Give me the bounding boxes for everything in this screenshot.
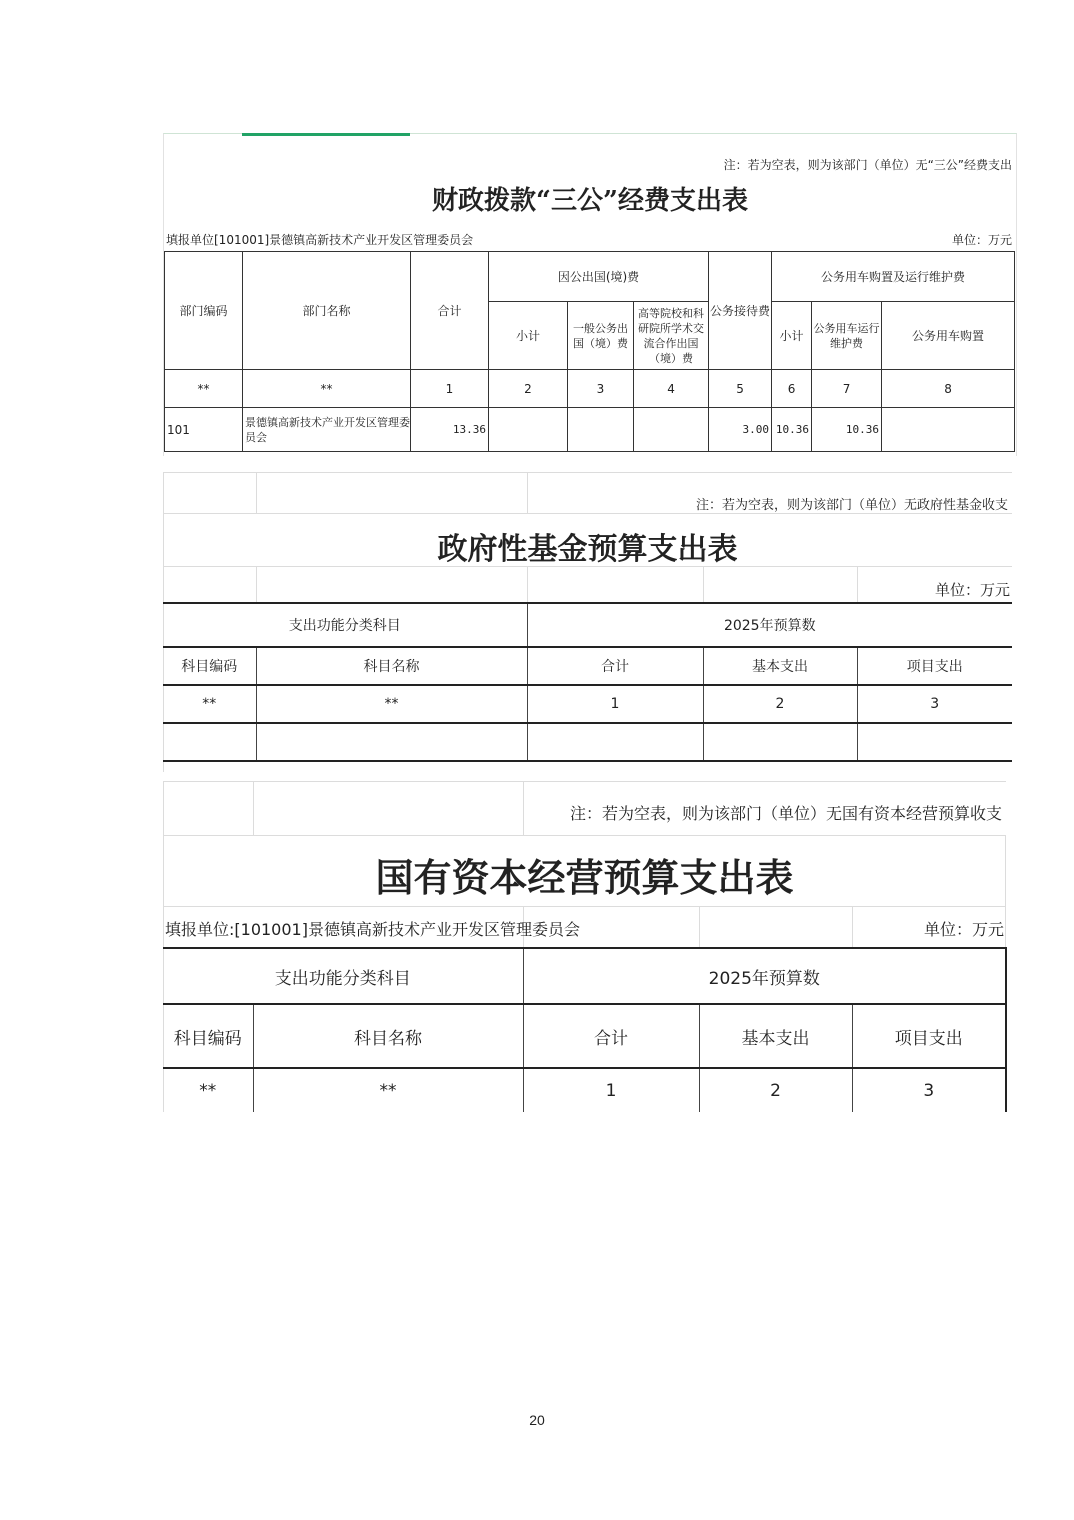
th-vehicle-maint: 公务用车运行维护费 <box>812 302 882 370</box>
index-cell: 1 <box>523 1068 699 1112</box>
dept-code-cell: 101 <box>165 408 243 452</box>
index-cell: 3 <box>852 1068 1006 1112</box>
table1-index-row <box>165 370 1015 408</box>
dept-name-cell: 景德镇高新技术产业开发区管理委员会 <box>243 408 411 452</box>
table3-unit: 单位：万元 <box>923 920 1004 939</box>
government-fund-sheet <box>163 472 1012 772</box>
table2-group-budget: 2025年预算数 <box>527 603 1012 647</box>
table1-note: 注：若为空表，则为该部门（单位）无“三公”经费支出 <box>723 158 1012 172</box>
th-abroad-subtotal: 小计 <box>489 302 568 370</box>
th-basic: 基本支出 <box>699 1004 852 1068</box>
index-cell: 4 <box>634 370 709 408</box>
table3-header-row <box>163 1004 1006 1068</box>
table1-grid <box>164 251 1015 452</box>
table1-unit: 单位：万元 <box>951 233 1012 247</box>
table2-empty-row <box>163 723 1012 761</box>
th-project: 项目支出 <box>857 647 1012 685</box>
table2-title: 政府性基金预算支出表 <box>437 532 738 567</box>
table3-group-budget: 2025年预算数 <box>523 948 1006 1004</box>
table1-data-row <box>165 408 1015 452</box>
index-cell: 2 <box>699 1068 852 1112</box>
index-cell: 5 <box>709 370 772 408</box>
table3-group-subject: 支出功能分类科目 <box>163 948 523 1004</box>
grid-line <box>699 906 700 947</box>
index-cell: 2 <box>703 685 857 723</box>
th-total: 合计 <box>411 252 489 370</box>
th-total: 合计 <box>527 647 703 685</box>
table2-note: 注：若为空表，则为该部门（单位）无政府性基金收支 <box>695 498 1008 513</box>
grid-line <box>163 781 1006 782</box>
index-cell: ** <box>165 370 243 408</box>
th-dept-name: 部门名称 <box>243 252 411 370</box>
grid-line <box>256 566 257 602</box>
index-cell: ** <box>243 370 411 408</box>
index-cell: 8 <box>882 370 1015 408</box>
index-cell: 1 <box>527 685 703 723</box>
index-cell: ** <box>253 1068 523 1112</box>
th-project: 项目支出 <box>852 1004 1006 1068</box>
empty-cell <box>256 723 527 761</box>
grid-line <box>253 781 254 835</box>
table2-grid <box>163 602 1012 762</box>
grid-line <box>523 781 524 835</box>
table3-title: 国有资本经营预算支出表 <box>375 855 794 900</box>
th-abroad: 因公出国(境)费 <box>489 252 709 302</box>
vehicle-purchase-cell <box>882 408 1015 452</box>
three-public-expense-sheet <box>163 133 1017 456</box>
table2-group-subject: 支出功能分类科目 <box>163 603 527 647</box>
total-cell: 13.36 <box>411 408 489 452</box>
th-reception: 公务接待费 <box>709 252 772 370</box>
grid-line <box>163 835 1006 836</box>
grid-line <box>703 566 704 602</box>
th-dept-code: 部门编码 <box>165 252 243 370</box>
index-cell: ** <box>256 685 527 723</box>
index-cell: 3 <box>857 685 1012 723</box>
abroad-general-cell <box>568 408 634 452</box>
state-capital-sheet <box>163 781 1006 1112</box>
index-cell: 6 <box>772 370 812 408</box>
table1-filler-unit: 填报单位[101001]景德镇高新技术产业开发区管理委员会 <box>166 233 474 247</box>
index-cell: 7 <box>812 370 882 408</box>
th-vehicle-purchase: 公务用车购置 <box>882 302 1015 370</box>
empty-cell <box>857 723 1012 761</box>
table3-filler-unit: 填报单位:[101001]景德镇高新技术产业开发区管理委员会 <box>165 920 580 939</box>
th-abroad-academic: 高等院校和科研院所学术交流合作出国（境）费 <box>634 302 709 370</box>
vehicle-maint-cell: 10.36 <box>812 408 882 452</box>
th-subject-name: 科目名称 <box>256 647 527 685</box>
empty-cell <box>527 723 703 761</box>
grid-line <box>163 472 1012 473</box>
grid-line <box>163 513 1012 514</box>
table2-index-row <box>163 685 1012 723</box>
th-abroad-general: 一般公务出国（境）费 <box>568 302 634 370</box>
table3-note: 注：若为空表，则为该部门（单位）无国有资本经营预算收支 <box>569 804 1002 823</box>
th-subject-code: 科目编码 <box>163 647 256 685</box>
abroad-subtotal-cell <box>489 408 568 452</box>
th-basic: 基本支出 <box>703 647 857 685</box>
grid-line <box>852 906 853 947</box>
vehicle-subtotal-cell: 10.36 <box>772 408 812 452</box>
grid-line <box>527 472 528 513</box>
empty-cell <box>163 723 256 761</box>
page-number: 20 <box>529 1412 545 1428</box>
index-cell: ** <box>163 1068 253 1112</box>
grid-line <box>256 472 257 513</box>
grid-line <box>527 566 528 602</box>
table1-title: 财政拨款“三公”经费支出表 <box>432 186 748 216</box>
index-cell: 1 <box>411 370 489 408</box>
th-total: 合计 <box>523 1004 699 1068</box>
table3-grid <box>163 947 1007 1112</box>
grid-line <box>857 566 858 602</box>
grid-line <box>163 906 1006 907</box>
th-vehicle: 公务用车购置及运行维护费 <box>772 252 1015 302</box>
table3-index-row <box>163 1068 1006 1112</box>
sheet-tab-accent <box>242 133 410 136</box>
index-cell: ** <box>163 685 256 723</box>
index-cell: 3 <box>568 370 634 408</box>
abroad-academic-cell <box>634 408 709 452</box>
table2-unit: 单位：万元 <box>934 581 1010 599</box>
reception-cell: 3.00 <box>709 408 772 452</box>
empty-cell <box>703 723 857 761</box>
th-subject-name: 科目名称 <box>253 1004 523 1068</box>
th-subject-code: 科目编码 <box>163 1004 253 1068</box>
index-cell: 2 <box>489 370 568 408</box>
table2-header-row <box>163 647 1012 685</box>
th-vehicle-subtotal: 小计 <box>772 302 812 370</box>
